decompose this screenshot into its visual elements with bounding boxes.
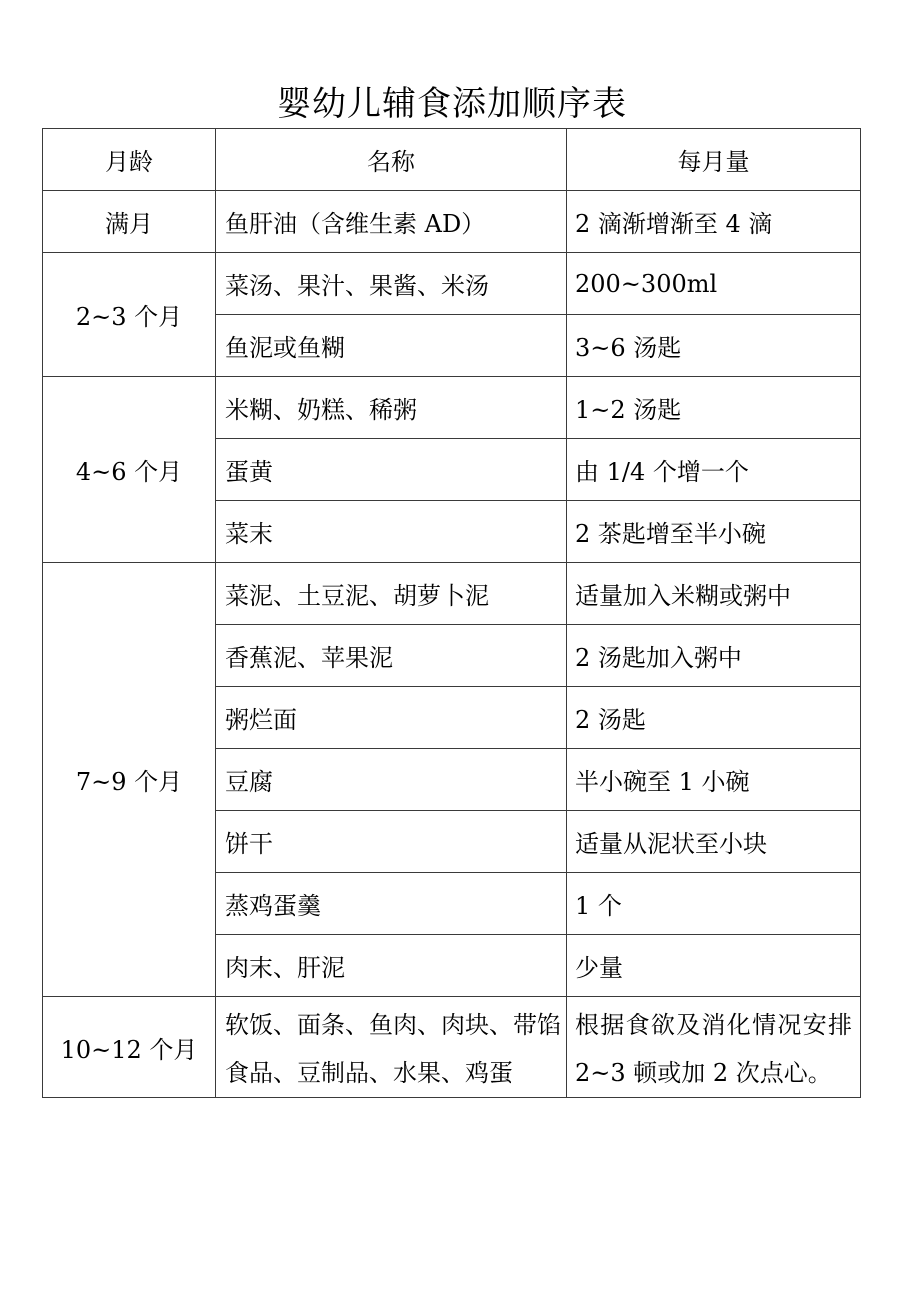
table-header-row: [43, 129, 861, 191]
food-name-cell: 香蕉泥、苹果泥: [216, 625, 567, 687]
table-row: [43, 377, 861, 439]
amount-cell: 2 茶匙增至半小碗: [567, 501, 861, 563]
food-name-cell: 鱼肝油（含维生素 AD）: [216, 191, 567, 253]
age-cell: 10~12 个月: [43, 997, 216, 1098]
amount-cell: 适量加入米糊或粥中: [567, 563, 861, 625]
food-name-cell: 鱼泥或鱼糊: [216, 315, 567, 377]
header-age: 月龄: [43, 129, 216, 191]
age-cell: 4~6 个月: [43, 377, 216, 563]
food-name-cell: 饼干: [216, 811, 567, 873]
feeding-schedule-table: [42, 128, 861, 1098]
amount-cell: 适量从泥状至小块: [567, 811, 861, 873]
amount-cell: 1 个: [567, 873, 861, 935]
age-cell: 2~3 个月: [43, 253, 216, 377]
amount-cell: 2 汤匙加入粥中: [567, 625, 861, 687]
amount-cell: 1~2 汤匙: [567, 377, 861, 439]
table-row: [43, 191, 861, 253]
food-name-cell: 豆腐: [216, 749, 567, 811]
amount-cell: 半小碗至 1 小碗: [567, 749, 861, 811]
food-name-cell: 蒸鸡蛋羹: [216, 873, 567, 935]
age-cell: 7~9 个月: [43, 563, 216, 997]
food-name-cell: 菜泥、土豆泥、胡萝卜泥: [216, 563, 567, 625]
food-name-cell: 菜汤、果汁、果酱、米汤: [216, 253, 567, 315]
amount-cell: 由 1/4 个增一个: [567, 439, 861, 501]
table-row: [43, 997, 861, 1098]
amount-cell: 根据食欲及消化情况安排 2~3 顿或加 2 次点心。: [567, 997, 861, 1098]
amount-cell: 少量: [567, 935, 861, 997]
table-row: [43, 253, 861, 315]
age-cell: 满月: [43, 191, 216, 253]
food-name-cell: 菜末: [216, 501, 567, 563]
header-name: 名称: [216, 129, 567, 191]
food-name-cell: 软饭、面条、鱼肉、肉块、带馅食品、豆制品、水果、鸡蛋: [216, 997, 567, 1098]
food-name-cell: 粥烂面: [216, 687, 567, 749]
table-row: [43, 563, 861, 625]
amount-cell: 3~6 汤匙: [567, 315, 861, 377]
food-name-cell: 米糊、奶糕、稀粥: [216, 377, 567, 439]
food-name-cell: 蛋黄: [216, 439, 567, 501]
header-amount: 每月量: [567, 129, 861, 191]
amount-cell: 2 汤匙: [567, 687, 861, 749]
page-title: 婴幼儿辅食添加顺序表: [277, 84, 627, 124]
food-name-cell: 肉末、肝泥: [216, 935, 567, 997]
amount-cell: 200~300ml: [567, 253, 861, 315]
amount-cell: 2 滴渐增渐至 4 滴: [567, 191, 861, 253]
